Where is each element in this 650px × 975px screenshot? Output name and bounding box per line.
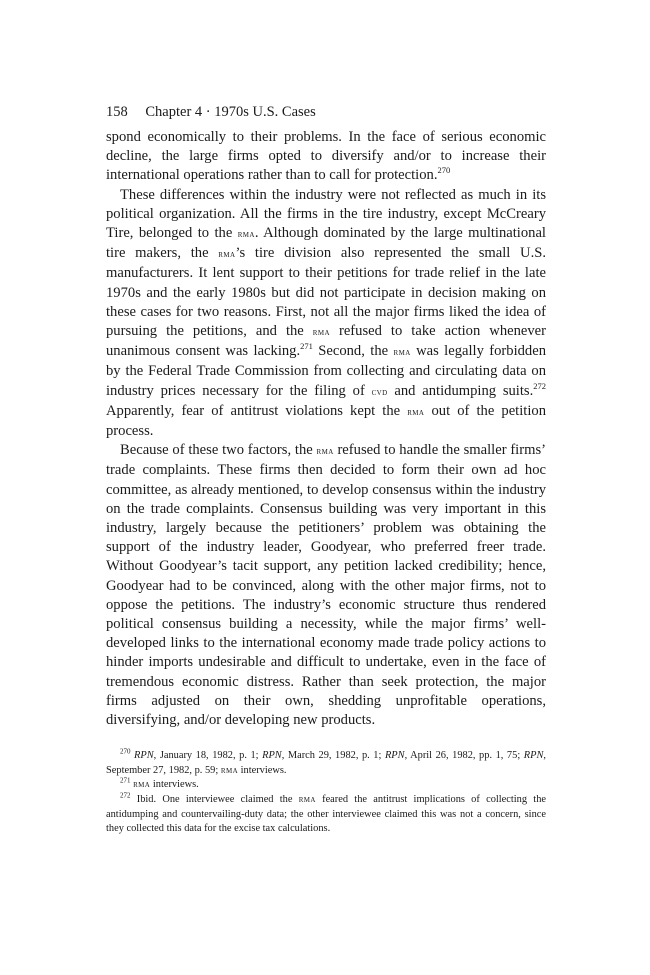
small-caps-abbreviation: rma — [312, 327, 330, 339]
text-run: , April 26, 1982, pp. 1, 75; — [404, 750, 524, 762]
body-text — [106, 128, 546, 730]
text-run: feared the antitrust implications of collecting the antidumping and countervailing-duty data; the other interviewee claimed this was not a concern, since they collected this data for the excise tax calculations. — [106, 794, 546, 835]
small-caps-abbreviation: rma — [220, 764, 239, 776]
text-run: interviews. — [150, 779, 199, 791]
small-caps-abbreviation: rma — [133, 779, 151, 791]
italic-title: RPN — [134, 750, 154, 762]
text-run: interviews. — [238, 764, 287, 776]
footnote-marker: 272 — [533, 380, 546, 391]
paragraph — [106, 186, 546, 442]
text-run: was legally forbidden by the Federal Trade Commission from collecting and circulating data on industry prices necessary for the filing of — [106, 343, 547, 399]
text-run: Ibid. One interviewee claimed the — [130, 794, 299, 806]
text-run: refused to take action whenever unanimous consent was lacking. — [106, 323, 547, 360]
footnote-marker: 270 — [437, 165, 451, 176]
text-run: Because of these two factors, the — [120, 442, 317, 459]
text-run: refused to handle the smaller firms’ trade complaints. These firms then decided to form their own ad hoc committee, as already mentioned, to develop consensus within the industry on the trade complaints. Consensus building was very important in this industry, largely because the petitioners’ problem was obtaining the support of the industry leader, Goodyear, who preferred freer trade. Without Goodyear’s tacit support, any petition lacked credibility; hence, Goodyear had to be convinced, along with the other major firms, not to oppose the petitions. The industry’s economic structure thus rendered political consensus building a necessity, while the major firms’ well-developed links to the international economy made trade policy actions to hinder imports undesirable and difficult to undertake, even in the face of tremendous economic distress. Rather than seek protection, the major firms adjusted on their own, shedding unprofitable operations, diversifying, and/or developing new products. — [106, 442, 546, 729]
small-caps-abbreviation: cvd — [371, 386, 388, 398]
book-page — [106, 102, 546, 837]
text-run: Second, the — [312, 343, 394, 360]
footnote — [106, 778, 546, 793]
small-caps-abbreviation: rma — [407, 406, 425, 418]
italic-title: RPN — [262, 750, 282, 762]
small-caps-abbreviation: rma — [393, 347, 411, 359]
paragraph — [106, 441, 546, 730]
page-number: 158 — [106, 104, 128, 120]
text-run: spond economically to their problems. In the face of serious economic decline, the large firms opted to diversify and/or to increase their international operations rather than to call for protection. — [106, 129, 546, 184]
footnote-marker: 271 — [120, 777, 131, 786]
footnote-marker: 271 — [300, 341, 313, 352]
footnotes — [106, 749, 546, 837]
paragraph — [106, 128, 546, 186]
text-run: and antidumping suits. — [387, 382, 534, 399]
text-run: , September 27, 1982, p. 59; — [106, 750, 546, 776]
footnote — [106, 793, 546, 837]
footnote-marker: 270 — [120, 747, 131, 756]
footnote — [106, 749, 546, 778]
footnote-marker: 272 — [120, 791, 131, 800]
running-header — [106, 102, 546, 122]
italic-title: RPN — [523, 750, 544, 762]
running-head-title: Chapter 4 · 1970s U.S. Cases — [145, 104, 316, 120]
small-caps-abbreviation: rma — [316, 446, 334, 458]
text-run: , January 18, 1982, p. 1; — [153, 750, 263, 762]
text-run: out of the petition process. — [106, 402, 546, 440]
small-caps-abbreviation: rma — [218, 249, 236, 261]
text-run: ’s tire division also represented the small U.S. manufacturers. It lent support to their petitions for trade relief in the late 1970s and the early 1980s but did not participate in decision making on these cases for two reasons. First, not all the major firms liked the idea of pursuing the petitions, and the — [106, 245, 546, 340]
text-run: , March 29, 1982, p. 1; — [281, 750, 385, 762]
text-run: Apparently, fear of antitrust violations kept the — [106, 402, 408, 419]
small-caps-abbreviation: rma — [298, 794, 316, 806]
italic-title: RPN — [384, 750, 405, 762]
small-caps-abbreviation: rma — [237, 229, 255, 241]
text-run: These differences within the industry were not reflected as much in its political organization. All the firms in the tire industry, except McCreary Tire, belonged to the — [106, 186, 546, 242]
text-run: . Although dominated by the large multinational tire makers, the — [106, 225, 546, 262]
